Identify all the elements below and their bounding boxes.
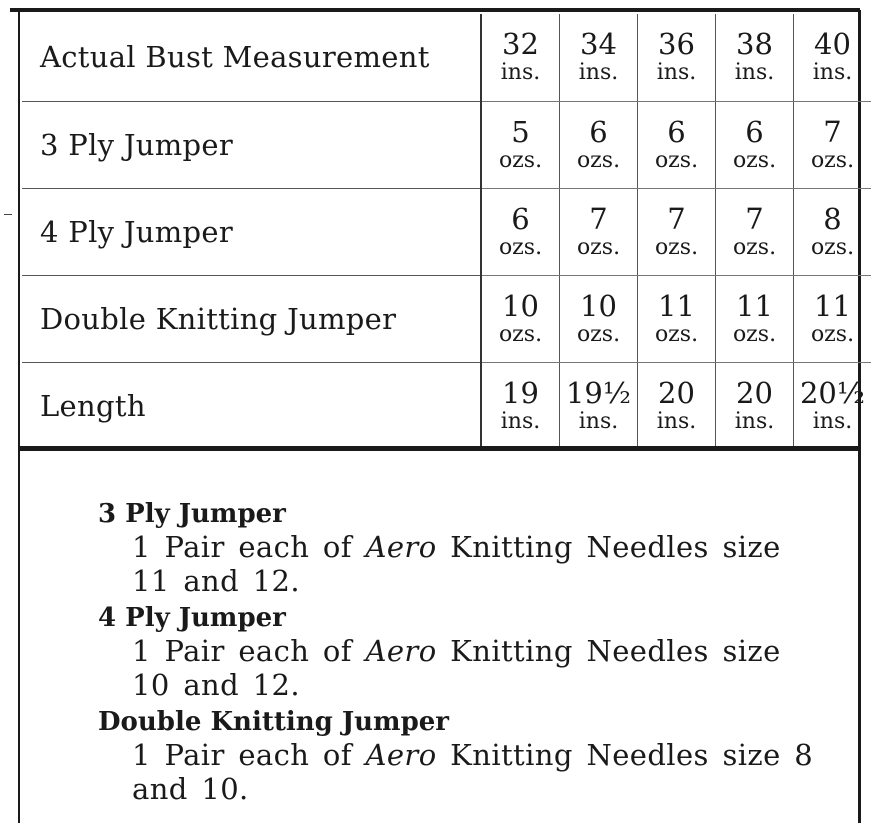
cell-value: 34	[580, 27, 617, 62]
table-cell	[560, 14, 638, 101]
cell-value: 11	[814, 288, 851, 323]
cell-value: 36	[658, 27, 695, 62]
cell-unit: ozs.	[576, 234, 621, 260]
cell-value: 7	[745, 201, 764, 236]
cell-unit: ozs.	[810, 234, 855, 260]
cell-value: 20	[736, 375, 773, 410]
needle-section-title: Double Knitting Jumper	[98, 707, 449, 737]
brand-name: Aero	[365, 634, 437, 668]
brand-name: Aero	[365, 530, 437, 564]
cell-unit: ozs.	[654, 147, 699, 173]
table-cell	[638, 101, 716, 188]
row-label: Actual Bust Measurement	[22, 14, 481, 101]
table-cell	[560, 362, 638, 449]
table-cell	[716, 188, 794, 275]
cell-unit: ozs.	[498, 234, 543, 260]
cell-unit: ins.	[578, 408, 619, 434]
cell-unit: ozs.	[810, 321, 855, 347]
cell-unit: ins.	[500, 408, 541, 434]
needle-section-text	[132, 738, 828, 806]
cell-value: 40	[814, 27, 851, 62]
cell-value: 20	[658, 375, 695, 410]
cell-value: 5	[511, 114, 530, 149]
cell-value: 11	[658, 288, 695, 323]
cell-unit: ozs.	[576, 147, 621, 173]
cell-unit: ozs.	[654, 234, 699, 260]
cell-value: 7	[823, 114, 842, 149]
table-cell	[638, 275, 716, 362]
row-label: Double Knitting Jumper	[22, 275, 481, 362]
table-cell	[560, 101, 638, 188]
cell-unit: ozs.	[576, 321, 621, 347]
text-pre: 1 Pair each of	[132, 634, 366, 668]
cell-value: 7	[667, 201, 686, 236]
cell-value: 11	[736, 288, 773, 323]
text-post: Knitting Needles size 11 and 12.	[132, 530, 781, 598]
table-cell	[481, 362, 560, 449]
table-cell	[638, 14, 716, 101]
table-cell	[481, 275, 560, 362]
size-table	[22, 14, 871, 449]
cell-unit: ins.	[578, 60, 619, 86]
cell-unit: ins.	[656, 408, 697, 434]
cell-unit: ozs.	[654, 321, 699, 347]
cell-unit: ozs.	[498, 147, 543, 173]
row-label: 4 Ply Jumper	[22, 188, 481, 275]
needle-section-text	[132, 634, 828, 702]
cell-unit: ins.	[734, 60, 775, 86]
table-row	[22, 188, 871, 275]
cell-value: 10	[502, 288, 539, 323]
brand-name: Aero	[365, 738, 437, 772]
section-divider	[20, 446, 858, 451]
table-cell	[794, 101, 872, 188]
table-cell	[716, 362, 794, 449]
cell-value: 8	[823, 201, 842, 236]
table-row	[22, 101, 871, 188]
table-cell	[481, 188, 560, 275]
text-pre: 1 Pair each of	[132, 530, 366, 564]
cell-value: 6	[745, 114, 764, 149]
cell-value: 10	[580, 288, 617, 323]
text-pre: 1 Pair each of	[132, 738, 366, 772]
cell-unit: ozs.	[810, 147, 855, 173]
table-row	[22, 362, 871, 449]
cell-unit: ozs.	[732, 321, 777, 347]
cell-unit: ins.	[500, 60, 541, 86]
cell-unit: ins.	[656, 60, 697, 86]
needle-section-text	[132, 530, 828, 598]
table-cell	[481, 14, 560, 101]
table-cell	[638, 188, 716, 275]
cell-unit: ozs.	[732, 234, 777, 260]
row-label: Length	[22, 362, 481, 449]
cell-value: 38	[736, 27, 773, 62]
table-cell	[794, 362, 872, 449]
cell-unit: ozs.	[732, 147, 777, 173]
table-cell	[794, 188, 872, 275]
cell-value: 6	[667, 114, 686, 149]
cell-unit: ozs.	[498, 321, 543, 347]
needle-requirements	[98, 498, 828, 810]
table-cell	[638, 362, 716, 449]
cell-value: 19½	[565, 375, 631, 410]
table-cell	[716, 275, 794, 362]
cell-value: 32	[502, 27, 539, 62]
needle-section-title: 4 Ply Jumper	[98, 603, 286, 633]
cell-value: 6	[511, 201, 530, 236]
size-table-body	[22, 14, 871, 449]
text-post: Knitting Needles size 8 and 10.	[132, 738, 814, 806]
top-rule	[10, 8, 860, 12]
table-cell	[716, 101, 794, 188]
cell-unit: ins.	[734, 408, 775, 434]
needle-section-title: 3 Ply Jumper	[98, 499, 286, 529]
cell-value: 6	[589, 114, 608, 149]
table-cell	[560, 275, 638, 362]
table-row	[22, 275, 871, 362]
table-cell	[794, 14, 872, 101]
cell-value: 7	[589, 201, 608, 236]
table-cell	[716, 14, 794, 101]
cell-unit: ins.	[812, 408, 853, 434]
table-cell	[481, 101, 560, 188]
table-row	[22, 14, 871, 101]
table-cell	[794, 275, 872, 362]
cell-value: 19	[502, 375, 539, 410]
cell-value: 20½	[799, 375, 865, 410]
text-post: Knitting Needles size 10 and 12.	[132, 634, 781, 702]
cell-unit: ins.	[812, 60, 853, 86]
table-cell	[560, 188, 638, 275]
row-label: 3 Ply Jumper	[22, 101, 481, 188]
margin-tick	[4, 214, 12, 215]
